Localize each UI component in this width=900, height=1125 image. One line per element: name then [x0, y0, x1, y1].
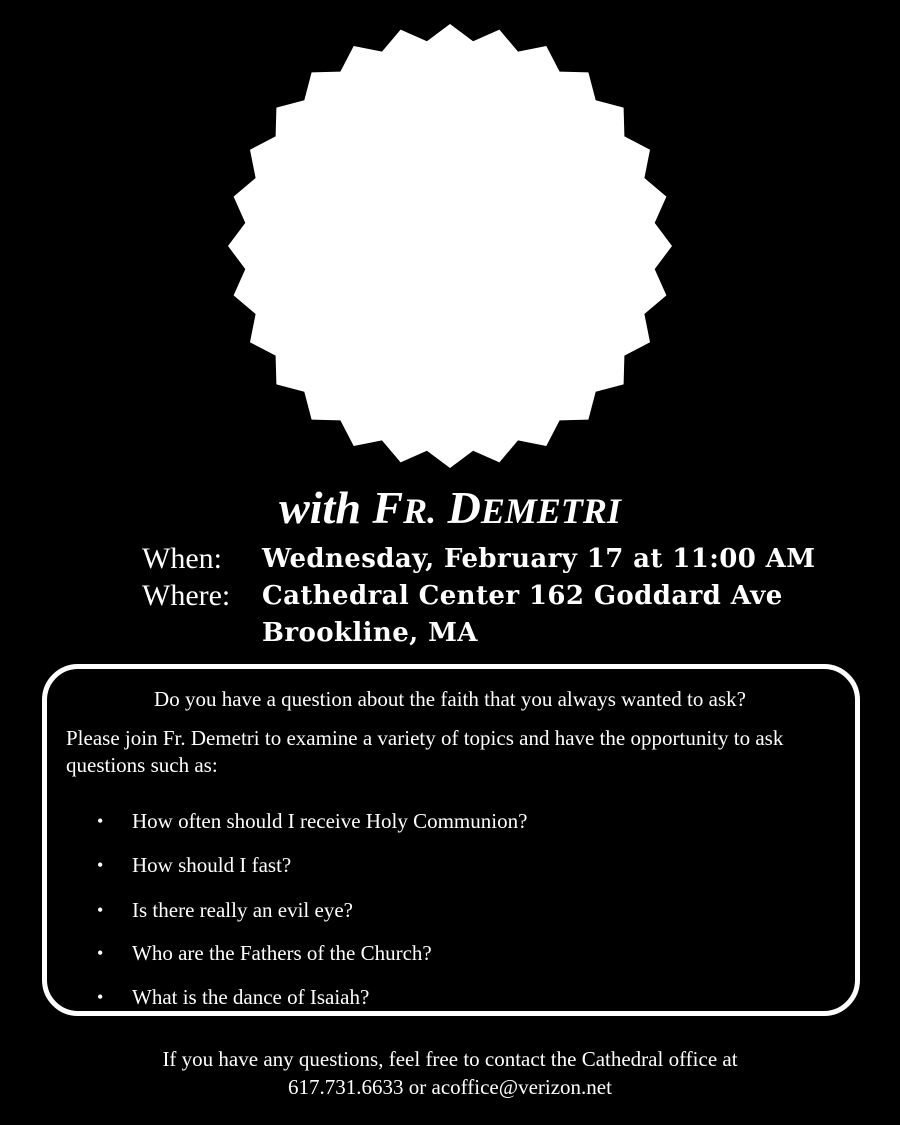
- join-invitation: Please join Fr. Demetri to examine a variety of topics and have the opportunity to ask questions such as:: [66, 726, 784, 777]
- bullet-icon: •: [97, 855, 104, 875]
- list-item: [0, 895, 800, 925]
- title-fr-initial: F: [372, 482, 404, 533]
- title-name-rest: EMETRI: [480, 491, 621, 531]
- where-line2: Brookline, MA: [262, 618, 478, 648]
- list-item: [0, 938, 800, 968]
- where-line1: Cathedral Center 162 Goddard Ave: [262, 581, 783, 611]
- question-text: What is the dance of Isaiah?: [132, 985, 370, 1009]
- bullet-icon: •: [97, 943, 104, 963]
- question-text: How should I fast?: [132, 853, 292, 877]
- contact-line-2: 617.731.6633 or acoffice@verizon.net: [288, 1075, 612, 1099]
- contact-line-1: If you have any questions, feel free to contact the Cathedral office at: [162, 1047, 738, 1071]
- starburst-seal: [0, 0, 900, 480]
- intro-question: Do you have a question about the faith that you always wanted to ask?: [154, 687, 746, 711]
- question-text: Is there really an evil eye?: [132, 898, 353, 922]
- when-value: Wednesday, February 17 at 11:00 AM: [262, 544, 816, 574]
- title-with: with: [279, 482, 361, 533]
- bullet-icon: •: [97, 811, 104, 831]
- question-text: Who are the Fathers of the Church?: [132, 941, 432, 965]
- where-label: Where:: [142, 579, 231, 612]
- bullet-icon: •: [97, 900, 104, 920]
- contact-footer: [0, 1045, 900, 1101]
- list-item: [0, 982, 800, 1012]
- question-text: How often should I receive Holy Communion?: [132, 809, 528, 833]
- title-name-initial: D: [447, 482, 481, 533]
- list-item: [0, 806, 800, 836]
- when-row: [0, 540, 900, 578]
- event-title: [0, 480, 900, 539]
- where-row: [0, 577, 900, 615]
- when-label: When:: [142, 542, 222, 575]
- list-item: [0, 850, 800, 880]
- bullet-icon: •: [97, 987, 104, 1007]
- title-fr-rest: R.: [403, 491, 437, 531]
- where-row-2: [0, 614, 900, 652]
